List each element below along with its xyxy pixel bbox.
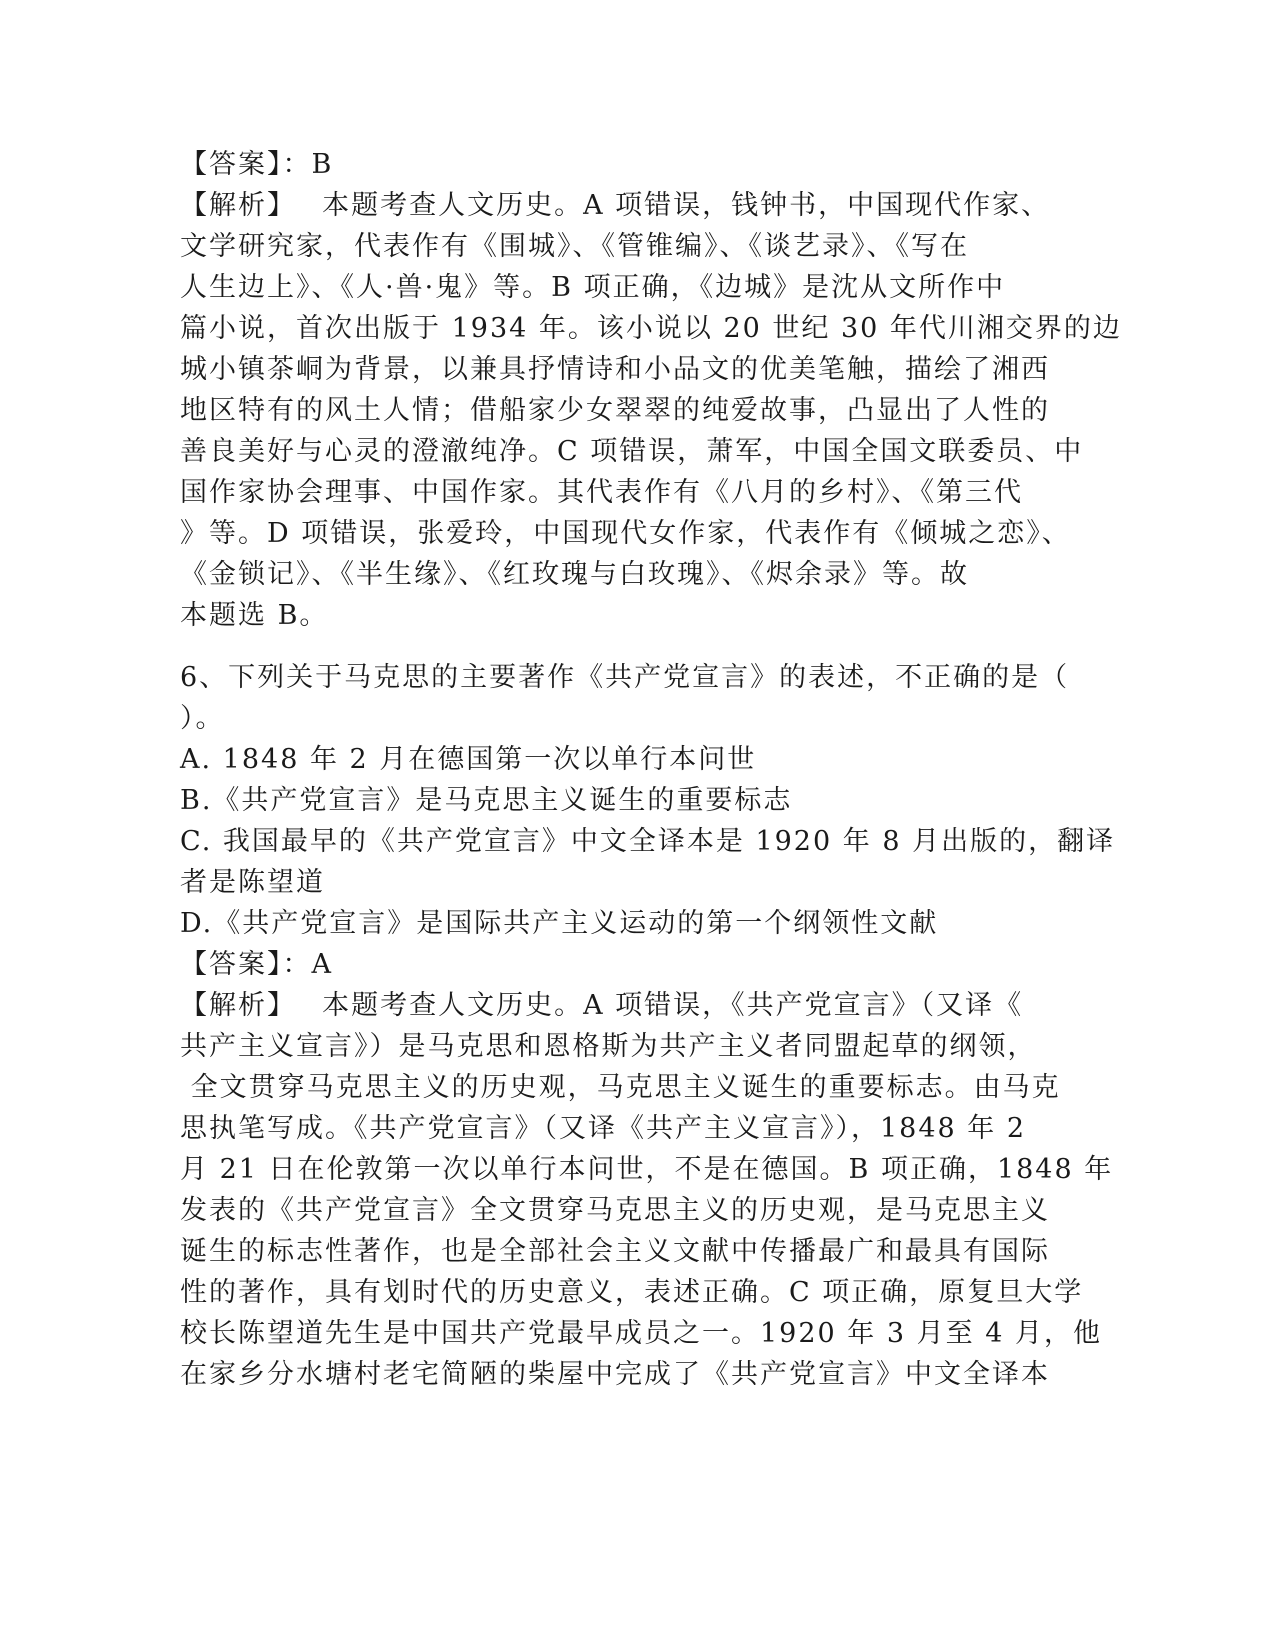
answer-line: 【答案】：A	[180, 949, 333, 980]
option-c: C. 我国最早的《共产党宣言》中文全译本是 1920 年 8 月出版的，翻译	[180, 826, 1116, 857]
analysis-paragraph	[180, 185, 1122, 636]
analysis-line: 全文贯穿马克思主义的历史观，马克思主义诞生的重要标志。由马克	[180, 1072, 1061, 1103]
analysis-line: 《金锁记》、《半生缘》、《红玫瑰与白玫瑰》、《烬余录》等。故	[180, 559, 969, 590]
analysis-line: 共产主义宣言》）是马克思和恩格斯为共产主义者同盟起草的纲领，	[180, 1031, 1037, 1062]
analysis-line: 文学研究家，代表作有《围城》、《管锥编》、《谈艺录》、《写在	[180, 231, 969, 262]
analysis-line: 篇小说，首次出版于 1934 年。该小说以 20 世纪 30 年代川湘交界的边	[180, 313, 1122, 344]
answer-line: 【答案】：B	[180, 149, 334, 180]
document-page	[180, 144, 1122, 1395]
analysis-line: 国作家协会理事、中国作家。其代表作有《八月的乡村》、《第三代	[180, 477, 1023, 508]
question-6-block	[180, 657, 1116, 1395]
analysis-line: 人生边上》、《人·兽·鬼》等。B 项正确，《边城》是沈从文所作中	[180, 272, 1006, 303]
analysis-line: 【解析】 本题考查人文历史。A 项错误，《共产党宣言》（又译《	[180, 990, 1024, 1021]
option-d: D.《共产党宣言》是国际共产主义运动的第一个纲领性文献	[180, 908, 939, 939]
analysis-line: 》等。D 项错误，张爱玲，中国现代女作家，代表作有《倾城之恋》、	[180, 518, 1071, 549]
analysis-line: 本题选 B。	[180, 600, 329, 631]
analysis-line: 【解析】 本题考查人文历史。A 项错误，钱钟书，中国现代作家、	[180, 190, 1051, 221]
question-stem-line: 6、下列关于马克思的主要著作《共产党宣言》的表述，不正确的是（	[180, 662, 1070, 693]
block-spacer	[180, 636, 1080, 657]
analysis-line: 月 21 日在伦敦第一次以单行本问世，不是在德国。B 项正确，1848 年	[180, 1154, 1114, 1185]
analysis-line: 性的著作，具有划时代的历史意义，表述正确。C 项正确，原复旦大学	[180, 1277, 1084, 1308]
analysis-line: 校长陈望道先生是中国共产党最早成员之一。1920 年 3 月至 4 月，他	[180, 1318, 1102, 1349]
analysis-line: 发表的《共产党宣言》全文贯穿马克思主义的历史观，是马克思主义	[180, 1195, 1050, 1226]
question-options	[180, 739, 1116, 944]
analysis-line: 善良美好与心灵的澄澈纯净。C 项错误，萧军，中国全国文联委员、中	[180, 436, 1084, 467]
option-c-continued: 者是陈望道	[180, 867, 325, 898]
question-stem-line: ）。	[180, 703, 225, 734]
option-b: B.《共产党宣言》是马克思主义诞生的重要标志	[180, 785, 793, 816]
analysis-line: 城小镇茶峒为背景，以兼具抒情诗和小品文的优美笔触，描绘了湘西	[180, 354, 1050, 385]
analysis-line: 在家乡分水塘村老宅简陋的柴屋中完成了《共产党宣言》中文全译本	[180, 1359, 1050, 1390]
analysis-line: 诞生的标志性著作，也是全部社会主义文献中传播最广和最具有国际	[180, 1236, 1050, 1267]
analysis-paragraph	[180, 985, 1114, 1395]
question-stem	[180, 657, 1080, 739]
question-5-answer-block	[180, 144, 1122, 636]
analysis-line: 思执笔写成。《共产党宣言》（又译《共产主义宣言》），1848 年 2	[180, 1113, 1027, 1144]
analysis-line: 地区特有的风土人情；借船家少女翠翠的纯爱故事，凸显出了人性的	[180, 395, 1050, 426]
option-a: A. 1848 年 2 月在德国第一次以单行本问世	[180, 744, 757, 775]
